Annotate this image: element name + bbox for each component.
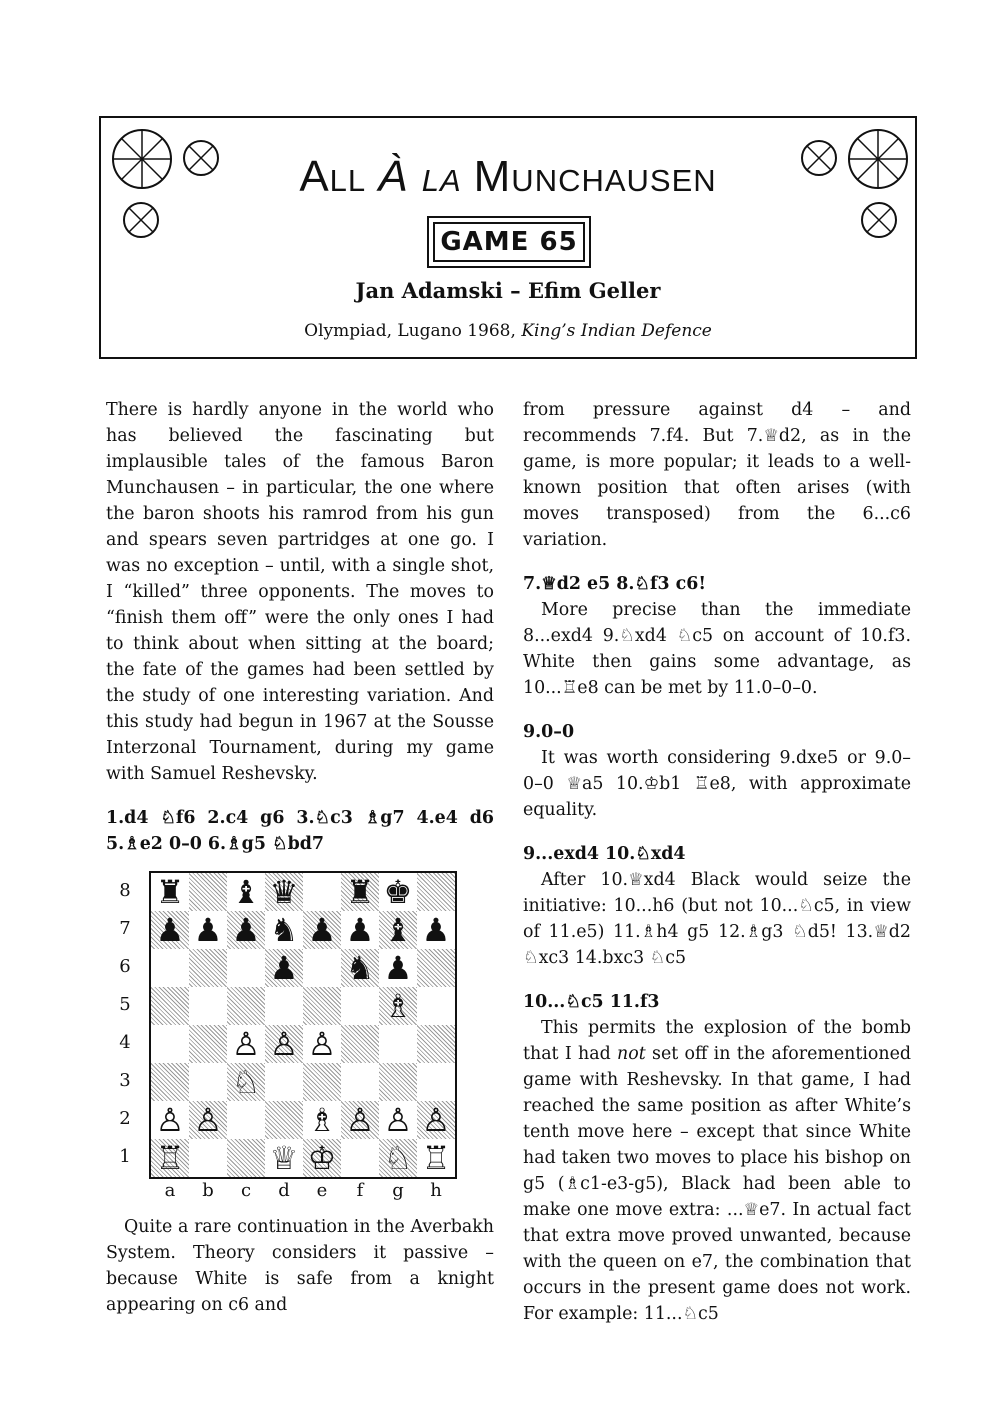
board-square xyxy=(151,1025,189,1063)
game-number-box xyxy=(427,216,591,268)
right-column xyxy=(523,397,911,1327)
board-square xyxy=(151,1063,189,1101)
board-square xyxy=(189,1025,227,1063)
board-square xyxy=(189,1063,227,1101)
commentary-paragraph xyxy=(523,1015,911,1327)
chess-piece: ♜ xyxy=(345,873,375,911)
chess-piece: ♙ xyxy=(269,1025,299,1063)
chess-piece: ♟ xyxy=(345,911,375,949)
commentary-paragraph: from pressure against d4 – and recommends 7.f4. But 7.♕d2, as in the game, is more popular; it leads to a well-known position that often arises (with moves transposed) from the 6...c6 variation. xyxy=(523,400,911,550)
chess-piece: ♖ xyxy=(155,1139,185,1177)
board-square xyxy=(341,1139,379,1177)
chess-piece: ♕ xyxy=(269,1139,299,1177)
rank-label: 4 xyxy=(119,1032,131,1053)
commentary-paragraph: After 10.♕xd4 Black would seize the initiative: 10...h6 (but not 10...♘c5, in view of 11.e5) 11.♗h4 g5 12.♗g3 ♘d5! 13.♕d2 ♘xc3 14.bxc3 ♘c5 xyxy=(523,870,911,968)
chess-piece: ♙ xyxy=(307,1025,337,1063)
file-label: d xyxy=(278,1180,290,1201)
board-square xyxy=(417,949,455,987)
chess-diagram xyxy=(112,868,462,1208)
file-label: h xyxy=(430,1180,442,1201)
text-run: set off in the aforementioned game with Reshevsky. In that game, I had reached the same position as after White’s tenth move here – except that since White had taken two moves to place his bishop on g5 (♗c1-e3-g5), Black had been able to make one move extra: ...♕e7. In actual fact that extra move proved unwanted, because with the queen on e7, the combination that occurs in the present game does not work. For example: 11...♘c5 xyxy=(523,1044,911,1324)
board-square xyxy=(227,1139,265,1177)
board-square xyxy=(379,1025,417,1063)
board-square xyxy=(417,1025,455,1063)
chess-piece: ♗ xyxy=(307,1101,337,1139)
chess-piece: ♟ xyxy=(307,911,337,949)
chess-piece: ♚ xyxy=(383,873,413,911)
title-part: All xyxy=(299,152,367,201)
board-square xyxy=(151,987,189,1025)
board-square xyxy=(227,1101,265,1139)
chess-piece: ♗ xyxy=(383,987,413,1025)
left-column-continued xyxy=(106,1214,494,1318)
chapter-title xyxy=(101,152,915,202)
file-label: b xyxy=(202,1180,214,1201)
board-square xyxy=(189,949,227,987)
move-sequence: 1.d4 ♘f6 2.c4 g6 3.♘c3 ♗g7 4.e4 d6 5.♗e2 0–0 6.♗g5 ♘bd7 xyxy=(106,808,494,854)
chess-piece: ♘ xyxy=(383,1139,413,1177)
title-part: Munchausen xyxy=(473,152,717,201)
chess-piece: ♞ xyxy=(269,911,299,949)
chess-piece: ♖ xyxy=(421,1139,451,1177)
move-sequence: 10...♘c5 11.f3 xyxy=(523,992,660,1012)
text-run: This permits the explosion of the bomb that I had xyxy=(523,1018,911,1064)
game-number-label: GAME 65 xyxy=(433,222,585,262)
chess-piece: ♙ xyxy=(155,1101,185,1139)
board-square xyxy=(417,987,455,1025)
chess-piece: ♝ xyxy=(231,873,261,911)
emphasis: not xyxy=(617,1044,646,1064)
chess-piece: ♙ xyxy=(231,1025,261,1063)
commentary-paragraph: It was worth considering 9.dxe5 or 9.0–0–0 ♕a5 10.♔b1 ♖e8, with approximate equality. xyxy=(523,748,911,820)
chess-piece: ♙ xyxy=(421,1101,451,1139)
move-sequence: 7.♕d2 e5 8.♘f3 c6! xyxy=(523,574,706,594)
file-label: e xyxy=(316,1180,328,1201)
rank-label: 2 xyxy=(119,1108,131,1129)
board-square xyxy=(189,987,227,1025)
chess-piece: ♟ xyxy=(155,911,185,949)
board-square xyxy=(417,873,455,911)
board-square xyxy=(303,873,341,911)
event-name: Olympiad, Lugano 1968, xyxy=(304,321,516,341)
cross-circle-ornament xyxy=(121,200,161,240)
chess-piece: ♞ xyxy=(345,949,375,987)
move-sequence: 9.0–0 xyxy=(523,722,575,742)
rank-label: 7 xyxy=(119,918,131,939)
chess-piece: ♜ xyxy=(155,873,185,911)
board-square xyxy=(227,949,265,987)
chess-piece: ♟ xyxy=(231,911,261,949)
chess-board xyxy=(149,871,457,1179)
board-square xyxy=(189,873,227,911)
board-square xyxy=(341,1063,379,1101)
chess-piece: ♙ xyxy=(345,1101,375,1139)
file-label: c xyxy=(240,1180,252,1201)
rank-label: 1 xyxy=(119,1146,131,1167)
board-square xyxy=(265,1063,303,1101)
chess-piece: ♟ xyxy=(383,949,413,987)
move-sequence: 9...exd4 10.♘xd4 xyxy=(523,844,686,864)
board-square xyxy=(379,1063,417,1101)
board-square xyxy=(417,1063,455,1101)
board-square xyxy=(303,949,341,987)
rank-label: 5 xyxy=(119,994,131,1015)
chess-piece: ♛ xyxy=(269,873,299,911)
chess-piece: ♔ xyxy=(307,1139,337,1177)
file-label: g xyxy=(392,1180,404,1201)
event-line xyxy=(101,321,915,341)
file-label: f xyxy=(356,1180,364,1201)
title-part: À la xyxy=(378,152,462,201)
board-square xyxy=(189,1139,227,1177)
board-square xyxy=(151,949,189,987)
cross-circle-ornament xyxy=(859,200,899,240)
chess-piece: ♙ xyxy=(193,1101,223,1139)
chess-piece: ♙ xyxy=(383,1101,413,1139)
board-square xyxy=(303,987,341,1025)
left-column xyxy=(106,397,494,857)
board-square xyxy=(303,1063,341,1101)
board-square xyxy=(341,1025,379,1063)
board-square xyxy=(227,987,265,1025)
chess-piece: ♟ xyxy=(421,911,451,949)
file-label: a xyxy=(164,1180,176,1201)
chess-piece: ♟ xyxy=(193,911,223,949)
rank-label: 8 xyxy=(119,880,131,901)
chapter-header xyxy=(99,116,917,359)
players-line: Jan Adamski – Efim Geller xyxy=(355,278,661,303)
board-square xyxy=(265,987,303,1025)
rank-label: 3 xyxy=(119,1070,131,1091)
opening-name: King’s Indian Defence xyxy=(521,321,712,341)
diagram-commentary: Quite a rare continuation in the Averbakh System. Theory considers it passive – because White is safe from a knight appearing on c6 and xyxy=(106,1217,494,1315)
commentary-paragraph: More precise than the immediate 8...exd4 9.♘xd4 ♘c5 on account of 10.f3. White then gains some advantage, as 10...♖e8 can be met by 11.0–0–0. xyxy=(523,600,911,698)
board-square xyxy=(341,987,379,1025)
chess-piece: ♟ xyxy=(269,949,299,987)
intro-paragraph: There is hardly anyone in the world who has believed the fascinating but implausible tales of the famous Baron Munchausen – in particular, the one where the baron shoots his ramrod from his gun and spears seven partridges at one go. I was no exception – until, with a single shot, I “killed” three opponents. The moves to “finish them off” were the only ones I had to think about when sitting at the board; the fate of the games had been settled by the study of one interesting variation. And this study had begun in 1967 at the Sousse Interzonal Tournament, during my game with Samuel Reshevsky. xyxy=(106,400,494,784)
board-square xyxy=(265,1101,303,1139)
rank-label: 6 xyxy=(119,956,131,977)
chess-piece: ♝ xyxy=(383,911,413,949)
chess-piece: ♘ xyxy=(231,1063,261,1101)
